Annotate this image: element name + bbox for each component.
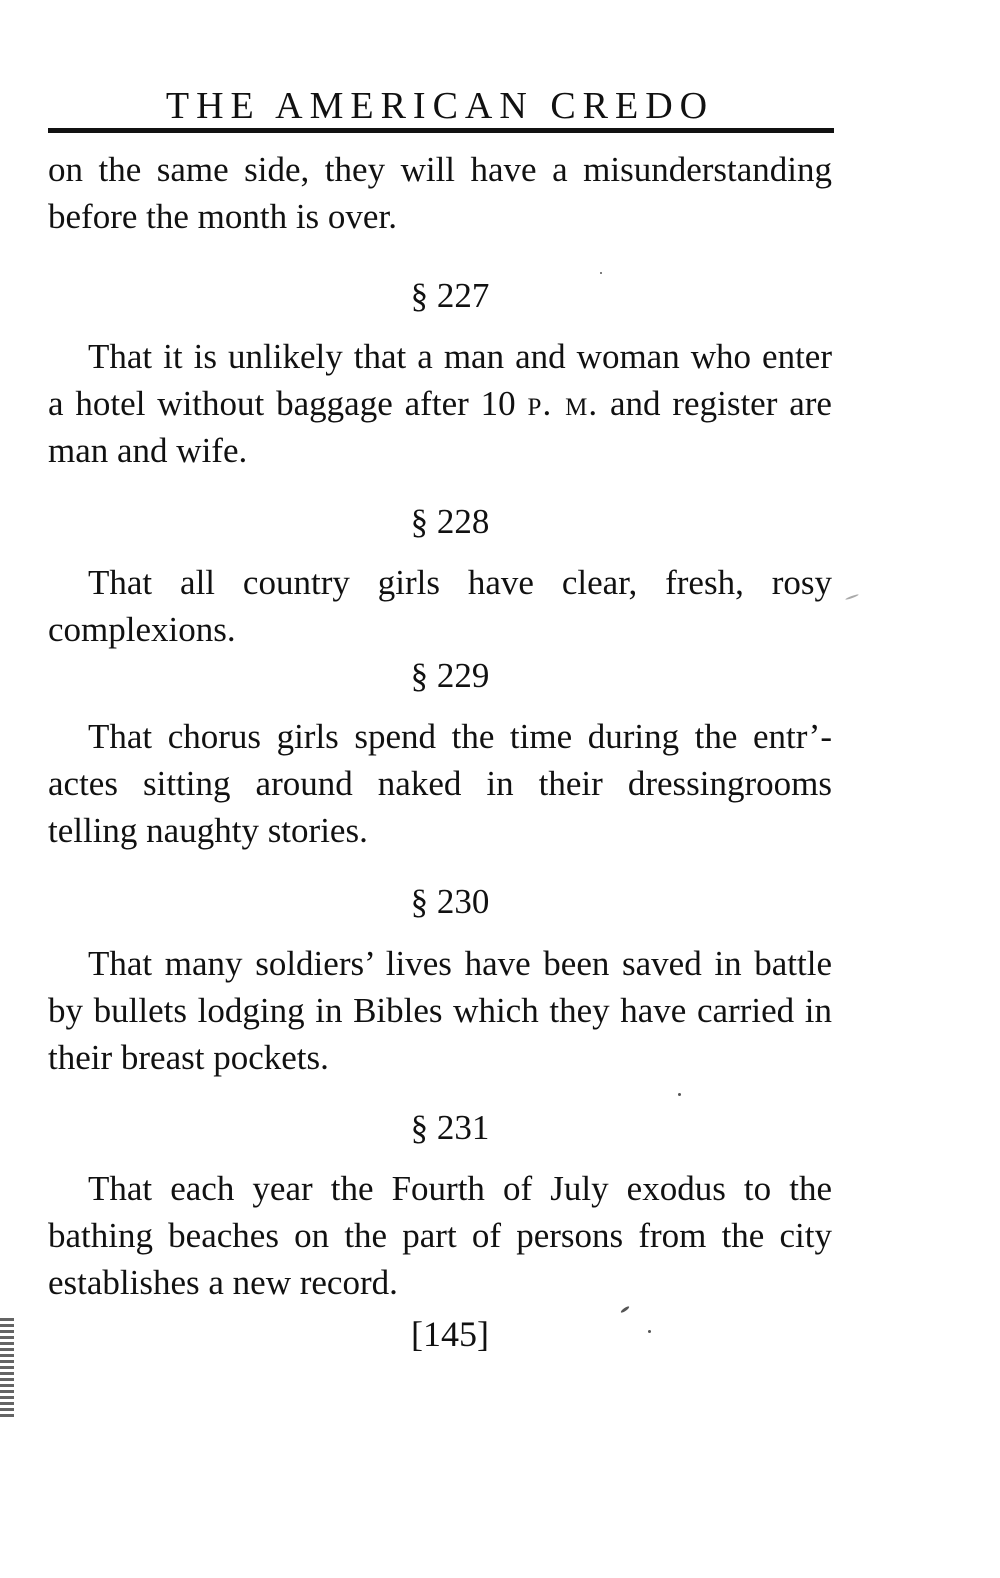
scan-speck [845, 594, 859, 601]
running-head: THE AMERICAN CREDO [165, 85, 715, 127]
section-230-text: That many soldiers’ lives have been saved in battle by bullets lodging in Bibles which they have carried in their breast pockets. [48, 944, 832, 1077]
scan-speck [600, 272, 602, 274]
section-mark-228: § 228 [410, 502, 490, 541]
continuation-paragraph: on the same side, they will have a misunderstanding before the month is over. [48, 150, 832, 236]
section-227-text-end: and register are man and wife. [48, 384, 832, 470]
scan-speck [648, 1330, 651, 1333]
section-mark-227: § 227 [410, 276, 490, 315]
section-227-text [48, 333, 832, 474]
section-mark-229: § 229 [410, 656, 490, 695]
section-229-text: That chorus girls spend the time during the entr’-actes sitting around naked in their dressingrooms telling naughty stories. [48, 717, 832, 850]
section-231-text: That each year the Fourth of July exodus to the bathing beaches on the part of persons from the city establishes a new record. [48, 1169, 832, 1302]
scan-speck [678, 1093, 681, 1096]
section-mark-231: § 231 [410, 1108, 490, 1147]
time-abbrev: p. m. [527, 384, 599, 423]
section-228-text: That all country girls have clear, fresh, rosy complexions. [48, 563, 832, 649]
page-number: [145] [411, 1314, 489, 1354]
section-mark-230: § 230 [410, 882, 490, 921]
head-rule [48, 128, 834, 133]
scan-edge-mark [0, 1318, 14, 1418]
section-227-text-part: That it is unlikely that a man and woman who enter a hotel without baggage after 10 [48, 337, 832, 423]
